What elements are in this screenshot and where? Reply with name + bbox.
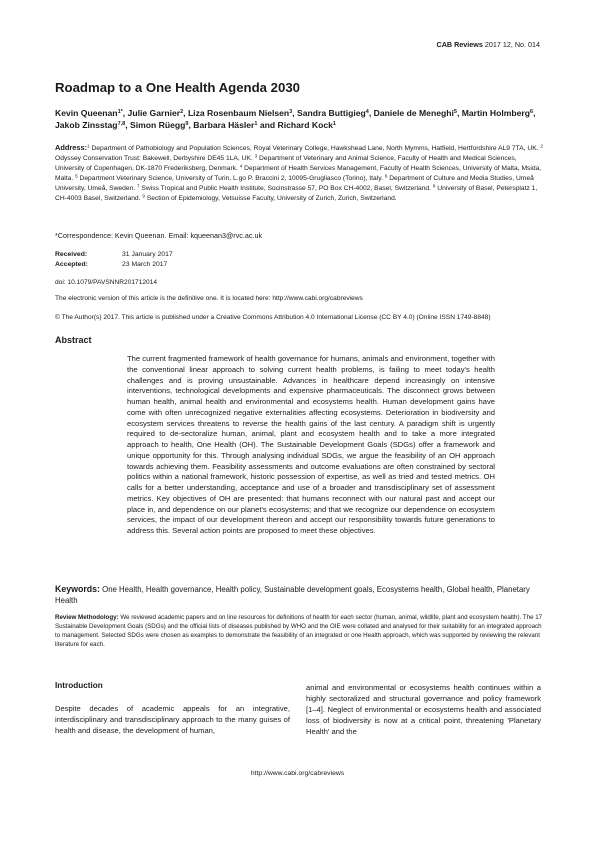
- footer-url[interactable]: http://www.cabi.org/cabreviews: [250, 770, 345, 777]
- author-name: Julie Garnier: [127, 108, 181, 118]
- author-name: Barbara Häsler: [193, 119, 255, 130]
- affiliation-text: Odyssey Conservation Trust: Bakewell, Derbyshire DE45 1LA, UK.: [55, 154, 255, 162]
- journal-name: CAB Reviews: [436, 40, 483, 49]
- author-separator: ,: [125, 119, 130, 130]
- affiliation-number: 5: [75, 173, 78, 179]
- author-separator: and: [257, 119, 278, 130]
- article-title: Roadmap to a One Health Agenda 2030: [55, 80, 301, 95]
- author-affiliation-marker: 1: [254, 120, 258, 127]
- author-name: Jakob Zinsstag: [55, 119, 118, 130]
- address-label: Address:: [55, 143, 88, 152]
- author-separator: ,: [456, 108, 462, 118]
- author-name: Liza Rosenbaum Nielsen: [187, 108, 290, 118]
- abstract-heading: Abstract: [55, 335, 92, 345]
- author-name: Sandra Buttigieg: [297, 108, 366, 118]
- abstract-text: The current fragmented framework of health governance for humans, animals and environment, together with the conventional linear approach to solving current health problems, is failing to meet today's health challenges and is proving unsustainable. Advances in healthcare depend increasingly on intensive interventions, technological developments and expensive pharmaceuticals. The disconnect grows between human health, animal health and environmental and ecosystems health. Human development gains have come with often unrecognized negative externalities affecting ecosystems. Deterioration in biodiversity and ecosystem services threatens to reverse the health gains of the last century. A paradigm shift is urgently required to de-sectoralize human, animal, plant and ecosystem health and to take a more integrated approach to health, One Health (OH). The Sustainable Development Goals (SDGs) offer a framework and unique opportunity for this. Through analysing individual SDGs, we argue the feasibility of an OH approach towards achieving them. Feasibility assessments and outcome evaluations are often constrained by sectoral politics within a national framework, historic possession of expertise, as well as tried and tested metrics. OH calls for a better understanding, acceptance and use of a broader and transdisciplinary set of assessment metrics. Key objectives of OH are presented: that humans reconnect with our natural past and accept our place in, and dependence on our planet's ecosystems; and that we recognize our dependence on ecosystem services, the impact of our development thereon and accept our responsibility towards future generations to address this. Several action points are proposed to meet these objectives.: [127, 354, 495, 535]
- author-affiliation-marker: 1*: [117, 109, 123, 115]
- keywords-text: One Health, Health governance, Health policy, Sustainable development goals, Ecosystems health, Global health, Planetary Health: [55, 585, 530, 605]
- received-label: Received:: [55, 251, 88, 258]
- affiliation-number: 7: [137, 183, 140, 189]
- correspondence: *Correspondence: Kevin Queenan. Email: kqueenan3@rvc.ac.uk: [55, 231, 263, 240]
- author-list: [55, 108, 545, 131]
- accepted-date: 23 March 2017: [122, 261, 168, 268]
- doi: doi: 10.1079/PAVSNNR201712014: [55, 279, 158, 286]
- author-affiliation-marker: 5: [453, 109, 457, 115]
- author-separator: ,: [368, 108, 374, 118]
- author-affiliation-marker: 3: [289, 109, 293, 115]
- review-methodology-label: Review Methodology:: [55, 614, 119, 621]
- author-separator: ,: [292, 108, 298, 118]
- affiliation-number: 1: [87, 143, 90, 149]
- affiliation-text: Department of Veterinary and Animal Science, Faculty of Health and Medical Sciences, University of Copenhagen, DK-1870 Frederiksberg, Denmark.: [55, 154, 517, 172]
- journal-volume-issue: 2017 12, No. 014: [482, 40, 540, 49]
- author-affiliation-marker: 2: [180, 109, 184, 115]
- journal-citation: [437, 40, 541, 49]
- affiliation-number: 4: [239, 163, 243, 169]
- author-affiliation-marker: 9: [185, 120, 189, 127]
- review-methodology-text: We reviewed academic papers and on line resources for definitions of health for each sector (human, animal, wildlife, plant and ecosystem health). The 17 Sustainable Development Goals (SDGs) and the official lists of diseases published by WHO and the OIE were collated and analysed for their suitability for an integrated approach to management. Selected SDGs were chosen as examples to demonstrate the feasibility of an integrated or one Health approach, which was supported by reviewing the relevant literature for each.: [55, 614, 543, 648]
- affiliation-number: 6: [384, 173, 388, 179]
- accepted-label: Accepted:: [55, 261, 88, 268]
- introduction-heading: Introduction: [55, 681, 103, 690]
- license-notice: © The Author(s) 2017. This article is published under a Creative Commons Attribution 4.0 International License (CC BY 4.0) (Online ISSN 1749-8848): [55, 314, 491, 321]
- article-dates: [55, 250, 173, 270]
- affiliation-text: Section of Epidemiology, Vetsuisse Faculty, University of Zurich, Zurich, Switzerland.: [144, 194, 397, 202]
- author-name: Daniele de Meneghi: [373, 108, 454, 118]
- author-affiliation-marker: 6: [530, 109, 534, 115]
- author-name: Simon Rüegg: [130, 119, 186, 130]
- author-affiliation-marker: 7,8: [117, 120, 126, 127]
- electronic-version-notice: The electronic version of this article is the definitive one. It is located here: http://www.cabi.org/cabreviews: [55, 295, 363, 302]
- author-separator: ,: [188, 119, 194, 130]
- introduction-left-column: Despite decades of academic appeals for an integrative, interdisciplinary and transdisciplinary approach to the many guises of health and disease, the development of human,: [55, 704, 290, 735]
- accepted-row: [55, 260, 173, 270]
- author-name: Richard Kock: [277, 119, 333, 130]
- received-row: [55, 250, 173, 260]
- affiliation-number: 3: [254, 153, 258, 159]
- keywords-label: Keywords:: [55, 584, 100, 594]
- affiliation-text: Swiss Tropical and Public Health Institute, Socinstrasse 57, PO Box CH-4002, Basel, Switzerland.: [139, 184, 433, 192]
- affiliation-text: Department of Culture and Media Studies, Umeå University, Umeå, Sweden.: [55, 174, 534, 192]
- affiliation-number: 9: [142, 193, 145, 199]
- author-separator: ,: [122, 108, 128, 118]
- affiliation-number: 8: [432, 183, 436, 189]
- review-methodology: [55, 614, 545, 650]
- author-separator: ,: [533, 108, 536, 118]
- affiliation-text: Department of Health Services Management, Faculty of Health Sciences, University of Malta, Msida, Malta.: [55, 164, 542, 182]
- received-date: 31 January 2017: [122, 251, 173, 258]
- keywords: [55, 584, 545, 606]
- affiliations: [55, 143, 545, 203]
- author-separator: ,: [183, 108, 188, 118]
- address-entries: [55, 145, 543, 202]
- affiliation-text: Department of Pathobiology and Population Sciences, Royal Veterinary College, Hawkshead Lane, North Mymms, Hatfield, Hertfordshire AL9 7TA, UK.: [89, 145, 541, 152]
- affiliation-text: Department Veterinary Science, University of Turin, L.go P. Braccini 2, 10095-Grugliasco (Torino), Italy.: [77, 174, 385, 182]
- author-name: Kevin Queenan: [55, 108, 118, 118]
- affiliation-text: University of Basel, Petersplatz 1, CH-4003 Basel, Switzerland.: [55, 184, 538, 202]
- affiliation-number: 2: [540, 143, 543, 149]
- author-affiliation-marker: 1: [332, 120, 336, 127]
- author-name: Martin Holmberg: [461, 108, 530, 118]
- introduction-right-column: animal and environmental or ecosystems health continues within a highly sectoralized and structural governance and policy framework [1–4]. Neglect of environmental or ecosystems health and associated loss of biodiversity is now at a critical point, threatening 'Planetary Health' and the: [306, 683, 541, 736]
- author-affiliation-marker: 4: [365, 109, 369, 115]
